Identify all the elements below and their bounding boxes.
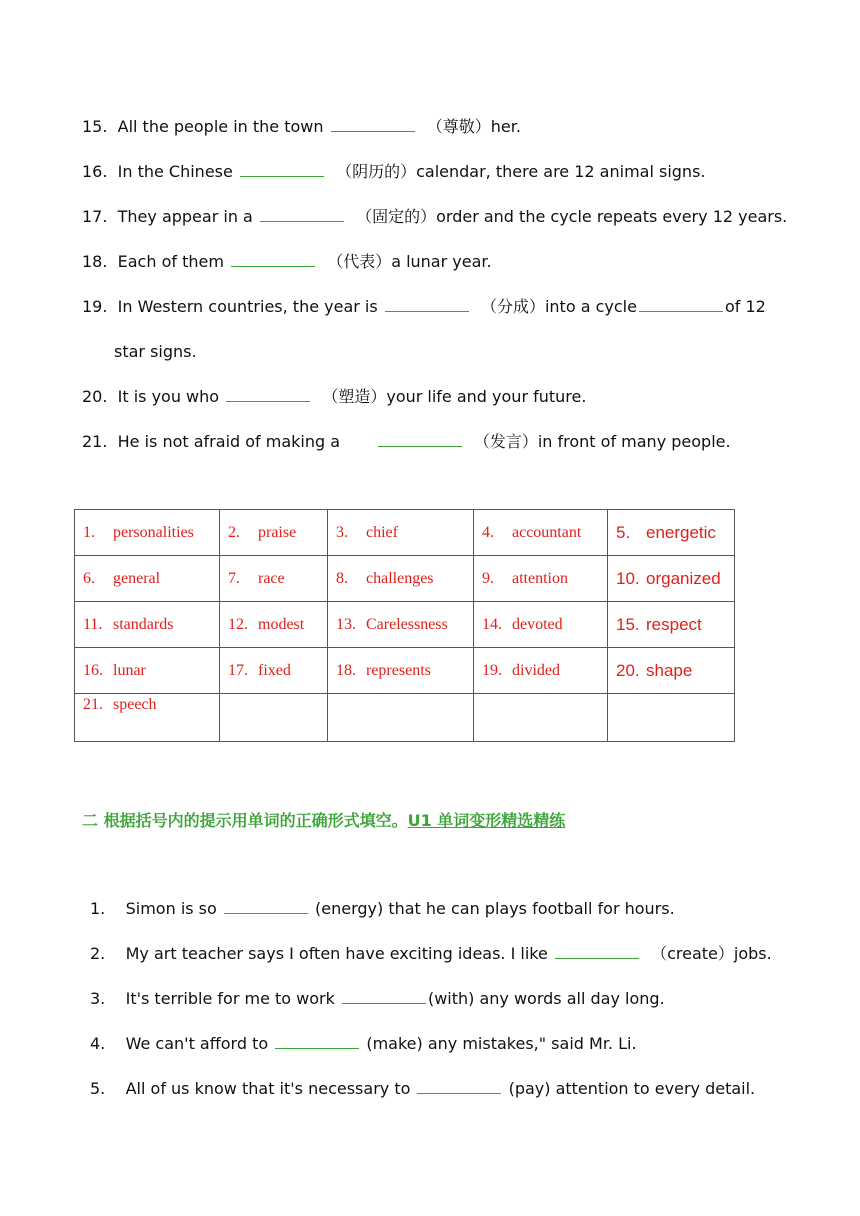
exercise-item-18 <box>82 252 492 272</box>
answer-cell: 1. personalities <box>75 510 220 556</box>
answer-cell: 11. standards <box>75 602 220 648</box>
item-number: 1. <box>90 899 106 918</box>
exercise2-item-4 <box>90 1034 637 1054</box>
answer-cell: 2. praise <box>220 510 328 556</box>
item-text: They appear in a <box>117 207 253 226</box>
item-number: 21. <box>82 432 108 451</box>
answer-blank[interactable] <box>342 989 426 1004</box>
answer-cell: 5. energetic <box>608 510 735 556</box>
item-hint: （阴历的）calendar, there are 12 animal signs. <box>336 162 706 181</box>
item-text: Each of them <box>117 252 224 271</box>
answer-cell: 19. divided <box>474 648 608 694</box>
item-text: We can't afford to <box>125 1034 269 1053</box>
answer-blank[interactable] <box>275 1034 359 1049</box>
answer-cell: 6. general <box>75 556 220 602</box>
item-hint: （发言）in front of many people. <box>473 432 731 451</box>
table-row <box>75 648 735 694</box>
exercise-item-15 <box>82 117 521 137</box>
exercise-item-19-continued <box>114 342 197 362</box>
answer-cell: 3. chief <box>328 510 474 556</box>
item-text: In the Chinese <box>117 162 233 181</box>
item-hint: （塑造）your life and your future. <box>322 387 587 406</box>
item-number: 16. <box>82 162 108 181</box>
exercise-item-17 <box>82 207 787 227</box>
answer-cell: 16. lunar <box>75 648 220 694</box>
answer-blank[interactable] <box>231 252 315 267</box>
exercise-item-19 <box>82 297 766 317</box>
item-hint: （分成）into a cycle <box>480 297 637 316</box>
answer-cell: 7. race <box>220 556 328 602</box>
answer-blank[interactable] <box>240 162 324 177</box>
item-text-after: (with) any words all day long. <box>427 989 665 1008</box>
item-number: 5. <box>90 1079 106 1098</box>
item-text-after: （create）jobs. <box>651 944 772 963</box>
item-text-after: (pay) attention to every detail. <box>508 1079 756 1098</box>
section-heading <box>82 808 565 831</box>
item-text: It is you who <box>117 387 220 406</box>
item-hint: （尊敬）her. <box>426 117 521 136</box>
table-row <box>75 556 735 602</box>
answer-blank[interactable] <box>555 944 639 959</box>
item-number: 2. <box>90 944 106 963</box>
section-link[interactable]: U1 单词变形精选精练 <box>407 811 566 830</box>
item-text: All of us know that it's necessary to <box>125 1079 411 1098</box>
answer-cell: 14. devoted <box>474 602 608 648</box>
item-number: 20. <box>82 387 108 406</box>
answer-cell <box>220 694 328 742</box>
item-number: 15. <box>82 117 108 136</box>
answer-cell: 21. speech <box>75 694 220 742</box>
answer-cell: 12. modest <box>220 602 328 648</box>
answer-cell: 17. fixed <box>220 648 328 694</box>
answer-cell <box>328 694 474 742</box>
exercise2-item-5 <box>90 1079 755 1099</box>
item-hint: （固定的）order and the cycle repeats every 12 years. <box>356 207 788 226</box>
answer-blank[interactable] <box>224 899 308 914</box>
item-text: It's terrible for me to work <box>125 989 335 1008</box>
item-number: 19. <box>82 297 108 316</box>
item-number: 3. <box>90 989 106 1008</box>
exercise-item-21 <box>82 432 731 452</box>
exercise-item-20 <box>82 387 586 407</box>
item-text: Simon is so <box>125 899 217 918</box>
item-text: star signs. <box>114 342 197 361</box>
item-text: All the people in the town <box>117 117 324 136</box>
item-text: My art teacher says I often have exciting ideas. I like <box>125 944 548 963</box>
answer-cell: 20. shape <box>608 648 735 694</box>
item-text: He is not afraid of making a <box>117 432 341 451</box>
answer-cell <box>608 694 735 742</box>
exercise-item-16 <box>82 162 706 182</box>
answer-cell: 10. organized <box>608 556 735 602</box>
exercise2-item-2 <box>90 944 772 964</box>
answer-blank[interactable] <box>226 387 310 402</box>
item-number: 4. <box>90 1034 106 1053</box>
answer-cell: 18. represents <box>328 648 474 694</box>
item-hint: （代表）a lunar year. <box>327 252 492 271</box>
item-number: 17. <box>82 207 108 226</box>
answer-cell: 8. challenges <box>328 556 474 602</box>
answer-cell: 4. accountant <box>474 510 608 556</box>
section-title: 二 根据括号内的提示用单词的正确形式填空。 <box>82 811 408 830</box>
answer-cell: 15. respect <box>608 602 735 648</box>
table-row <box>75 510 735 556</box>
answer-blank[interactable] <box>260 207 344 222</box>
answer-blank-2[interactable] <box>639 297 723 312</box>
answer-cell: 13. Carelessness <box>328 602 474 648</box>
item-text: In Western countries, the year is <box>117 297 378 316</box>
item-text-after: of 12 <box>724 297 766 316</box>
answer-blank[interactable] <box>385 297 469 312</box>
answer-key-table <box>74 509 735 742</box>
item-number: 18. <box>82 252 108 271</box>
exercise2-item-3 <box>90 989 665 1009</box>
table-row <box>75 602 735 648</box>
exercise2-item-1 <box>90 899 675 919</box>
answer-cell <box>474 694 608 742</box>
table-row <box>75 694 735 742</box>
item-text-after: (make) any mistakes," said Mr. Li. <box>366 1034 637 1053</box>
answer-cell: 9. attention <box>474 556 608 602</box>
item-text-after: (energy) that he can plays football for hours. <box>315 899 675 918</box>
answer-blank[interactable] <box>417 1079 501 1094</box>
answer-blank[interactable] <box>331 117 415 132</box>
answer-blank[interactable] <box>378 432 462 447</box>
